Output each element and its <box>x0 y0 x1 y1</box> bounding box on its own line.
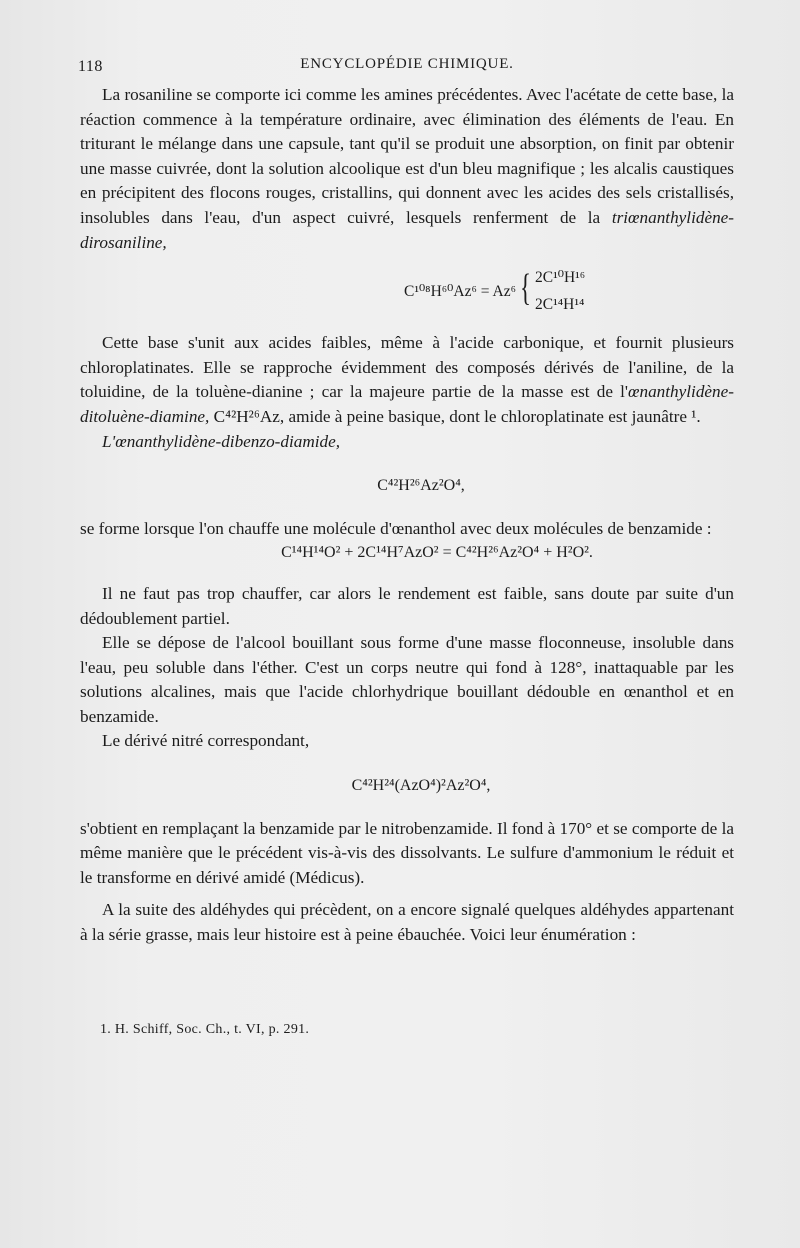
footnote: 1. H. Schiff, Soc. Ch., t. VI, p. 291. <box>100 1022 310 1037</box>
formula-lhs: C¹⁰⁸H⁶⁰Az⁶ = Az⁶ <box>403 283 516 301</box>
formula-dibenzo-diamide: C⁴²H²⁶Az²O⁴, <box>377 477 465 495</box>
page-body <box>80 83 734 948</box>
paragraph-properties: Elle se dépose de l'alcool bouillant sous forme d'une masse floconneuse, insoluble dans l'eau, peu soluble dans l'éther. C'est un corps neutre qui fond à 128°, inattaquable par les solutions alcalines, mais que l'acide chlorhydrique bouillant dédouble en œnanthol et en benzamide. <box>80 633 734 726</box>
equation-formation: C¹⁴H¹⁴O² + 2C¹⁴H⁷AzO² = C⁴²H²⁶Az²O⁴ + H²O². <box>281 544 593 562</box>
paragraph-rosaniline: La rosaniline se comporte ici comme les amines précédentes. Avec l'acétate de cette base, la réaction commence à la température ordinaire, avec élimination des éléments de l'eau. En triturant le mélange dans une capsule, tant qu'il se produit une absorption, on finit par obtenir une masse cuivrée, dont la solution alcoolique est d'un bleu magnifique ; les alcalis caustiques en précipitent des flocons rouges, cristallins, qui donnent avec les acides des sels cristallisés, insolubles dans l'eau, d'un aspect cuivré, lesquels renferment de la triœnanthylidène-dirosaniline, <box>80 85 735 252</box>
running-title: ENCYCLOPÉDIE CHIMIQUE. <box>300 56 514 72</box>
page-number: 118 <box>78 58 103 75</box>
page-header <box>78 56 736 78</box>
compound-name-italic: œnanthylidène-ditoluène-diamine, <box>80 382 734 426</box>
brace-icon: { <box>520 267 531 310</box>
compound-name-italic: triœnanthylidène-dirosaniline, <box>80 207 735 252</box>
paragraph-heating-note: Il ne faut pas trop chauffer, car alors le rendement est faible, sans doute par suite d'un dédoublement partiel. <box>80 583 734 628</box>
paragraph-formation: se forme lorsque l'on chauffe une molécule d'œnanthol avec deux molécules de benzamide : <box>80 518 712 538</box>
paragraph-aldehydes: A la suite des aldéhydes qui précèdent, on a encore signalé quelques aldéhydes appartenant à la série grasse, mais leur histoire est à peine ébauchée. Voici leur énumération : <box>80 900 734 945</box>
formula-dirosaniline <box>80 261 734 323</box>
compound-name-italic: L'œnanthylidène-dibenzo-diamide, <box>102 431 341 451</box>
formula-rhs-bottom: 2C¹⁴H¹⁴ <box>535 296 585 314</box>
paragraph-nitro-preparation: s'obtient en remplaçant la benzamide par le nitrobenzamide. Il fond à 170° et se comporte de la même manière que le précédent vis-à-vis des dissolvants. Le sulfure d'ammonium le réduit et le transforme en dérivé amidé (Médicus). <box>80 818 734 887</box>
paragraph-dibenzo-diamide-title <box>80 430 734 455</box>
paragraph-base-properties: Cette base s'unit aux acides faibles, même à l'acide carbonique, et fournit plusieurs chloroplatinates. Elle se rapproche évidemment des composés dérivés de l'aniline, de la toluidine, de la toluène-dianine ; car la majeure partie de la masse est de l'œnanthylidène-ditoluène-diamine, C⁴²H²⁶Az, amide à peine basique, dont le chloroplatinate est jaunâtre ¹. <box>80 333 734 426</box>
formula-rhs-top: 2C¹⁰H¹⁶ <box>535 269 586 287</box>
paragraph-nitro-derivative: Le dérivé nitré correspondant, <box>102 731 310 751</box>
formula-nitro-derivative: C⁴²H²⁴(AzO⁴)²Az²O⁴, <box>351 777 491 795</box>
